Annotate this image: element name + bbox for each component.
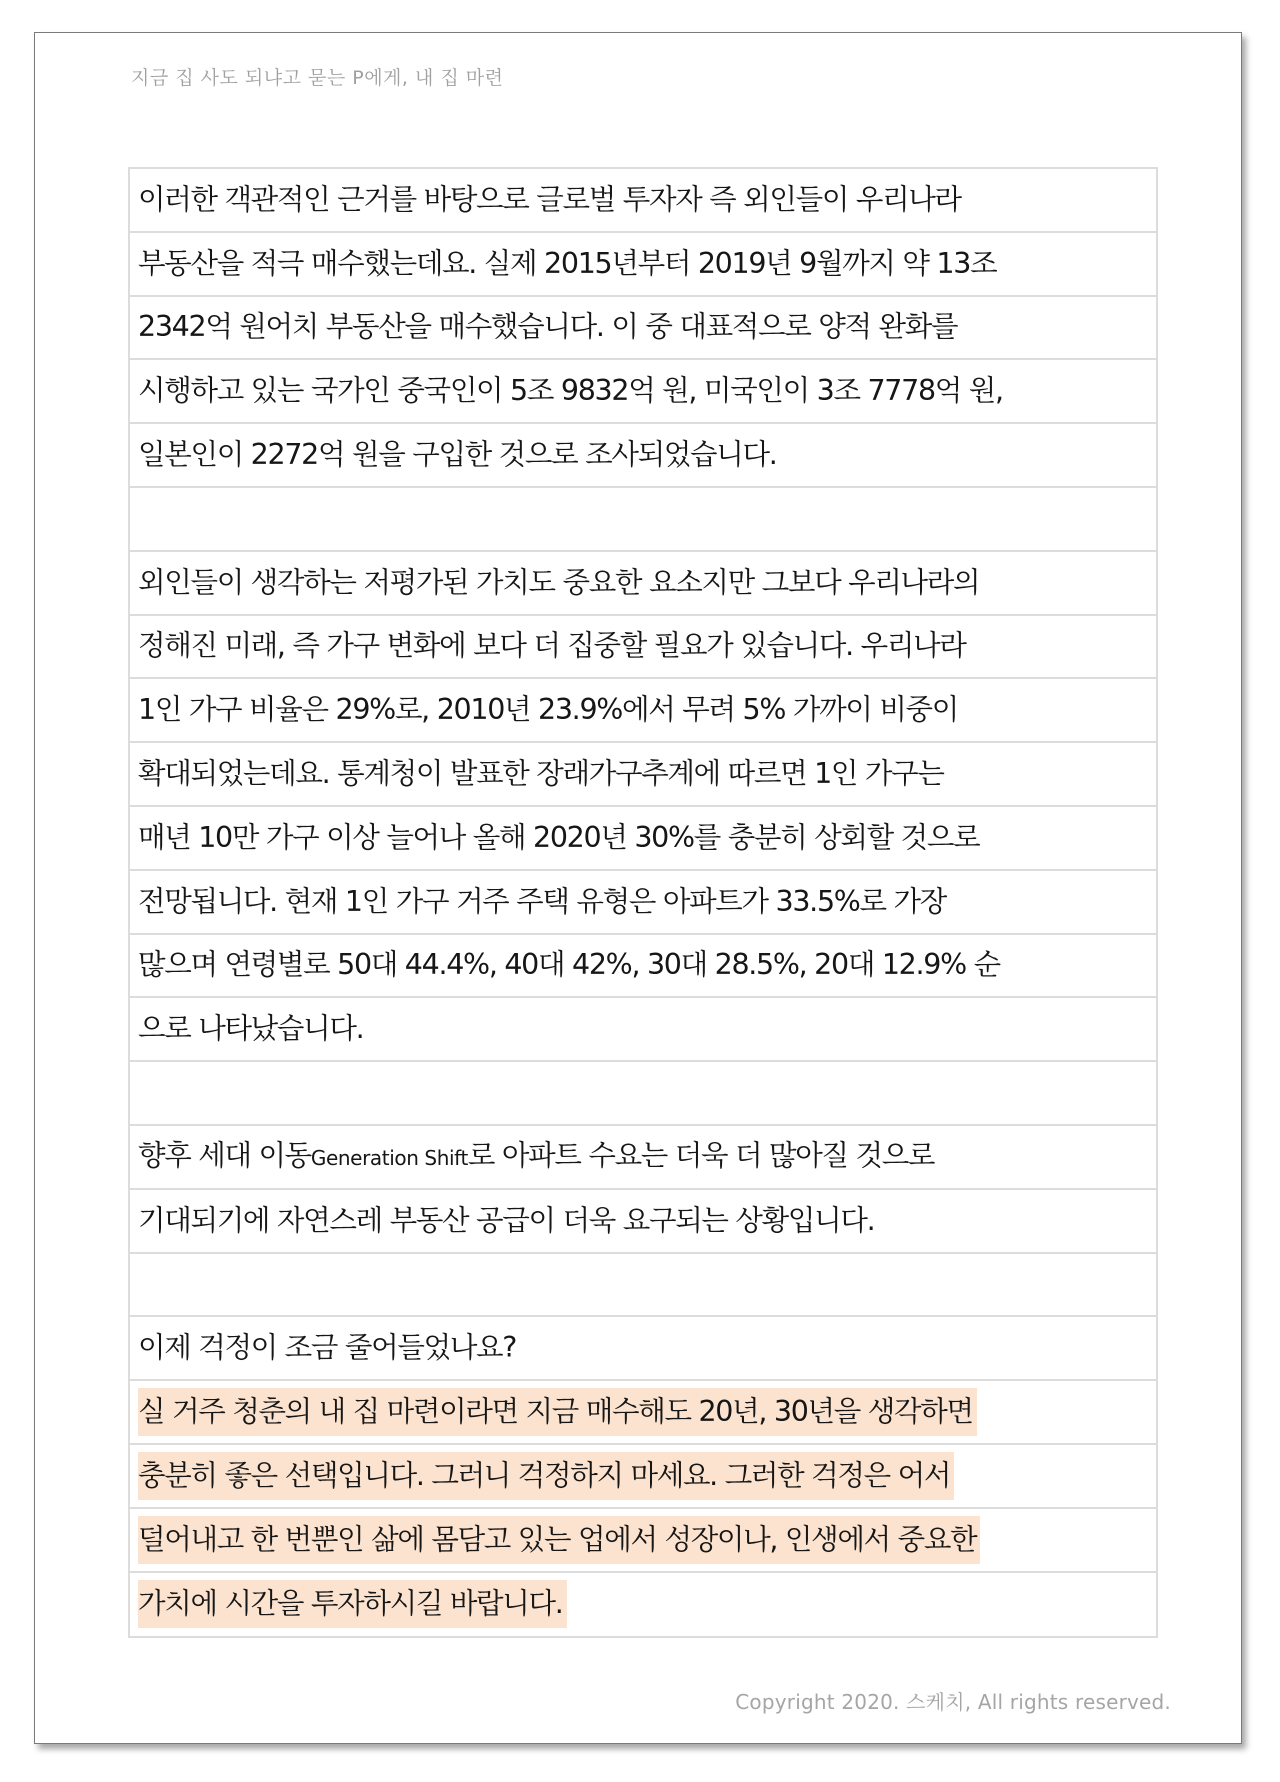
line-text: 이제 걱정이 조금 줄어들었나요? xyxy=(138,1331,517,1365)
text-line xyxy=(130,679,1156,743)
text-line xyxy=(130,169,1156,233)
line-text: 확대되었는데요. 통계청이 발표한 장래가구추계에 따르면 1인 가구는 xyxy=(138,757,944,791)
text-line xyxy=(130,1126,1156,1190)
blank-line xyxy=(130,488,1156,552)
line-text: 일본인이 2272억 원을 구입한 것으로 조사되었습니다. xyxy=(138,438,777,472)
line-text: 전망됩니다. 현재 1인 가구 거주 주택 유형은 아파트가 33.5%로 가장 xyxy=(138,884,947,918)
blank-line xyxy=(130,1254,1156,1318)
highlighted-text: 충분히 좋은 선택입니다. 그러니 걱정하지 마세요. 그러한 걱정은 어서 xyxy=(138,1452,954,1500)
copyright-notice: Copyright 2020. 스케치, All rights reserved. xyxy=(735,1690,1171,1714)
line-text: 1인 가구 비율은 29%로, 2010년 23.9%에서 무려 5% 가까이 비중이 xyxy=(138,693,959,727)
ruled-text-block xyxy=(128,167,1158,1638)
text-line xyxy=(130,807,1156,871)
text-line xyxy=(130,233,1156,297)
text-line xyxy=(130,871,1156,935)
blank-line xyxy=(130,1062,1156,1126)
highlighted-line xyxy=(130,1381,1156,1445)
line-text: 시행하고 있는 국가인 중국인이 5조 9832억 원, 미국인이 3조 7778억 원, xyxy=(138,374,1003,408)
line-text: 기대되기에 자연스레 부동산 공급이 더욱 요구되는 상황입니다. xyxy=(138,1203,875,1237)
line-text: 많으며 연령별로 50대 44.4%, 40대 42%, 30대 28.5%, 20대 12.9% 순 xyxy=(138,948,1000,982)
text-line xyxy=(130,360,1156,424)
english-term: Generation Shift xyxy=(310,1145,468,1170)
line-text-after: 로 아파트 수요는 더욱 더 많아질 것으로 xyxy=(467,1138,935,1172)
text-line xyxy=(130,297,1156,361)
highlighted-line xyxy=(130,1509,1156,1573)
text-line xyxy=(130,552,1156,616)
highlighted-text: 실 거주 청춘의 내 집 마련이라면 지금 매수해도 20년, 30년을 생각하면 xyxy=(138,1388,977,1436)
highlighted-text: 덜어내고 한 번뿐인 삶에 몸담고 있는 업에서 성장이나, 인생에서 중요한 xyxy=(138,1516,980,1564)
line-text: 매년 10만 가구 이상 늘어나 올해 2020년 30%를 충분히 상회할 것으로 xyxy=(138,820,980,854)
line-text-before: 향후 세대 이동 xyxy=(138,1138,311,1172)
document-page xyxy=(34,32,1242,1744)
highlighted-line xyxy=(130,1445,1156,1509)
line-text: 정해진 미래, 즉 가구 변화에 보다 더 집중할 필요가 있습니다. 우리나라 xyxy=(138,629,966,663)
text-line xyxy=(130,616,1156,680)
text-line xyxy=(130,998,1156,1062)
text-line xyxy=(130,935,1156,999)
line-text: 외인들이 생각하는 저평가된 가치도 중요한 요소지만 그보다 우리나라의 xyxy=(138,565,980,599)
running-title: 지금 집 사도 되냐고 묻는 P에게, 내 집 마련 xyxy=(131,67,504,89)
line-text: 으로 나타났습니다. xyxy=(138,1012,364,1046)
text-line xyxy=(130,424,1156,488)
text-line xyxy=(130,743,1156,807)
line-text: 이러한 객관적인 근거를 바탕으로 글로벌 투자자 즉 외인들이 우리나라 xyxy=(138,182,961,216)
text-line xyxy=(130,1190,1156,1254)
text-line xyxy=(130,1317,1156,1381)
highlighted-line xyxy=(130,1573,1156,1637)
line-text: 부동산을 적극 매수했는데요. 실제 2015년부터 2019년 9월까지 약 13조 xyxy=(138,246,997,280)
highlighted-text: 가치에 시간을 투자하시길 바랍니다. xyxy=(138,1580,567,1628)
line-text: 2342억 원어치 부동산을 매수했습니다. 이 중 대표적으로 양적 완화를 xyxy=(138,310,958,344)
line-text-mixed xyxy=(138,1132,938,1182)
